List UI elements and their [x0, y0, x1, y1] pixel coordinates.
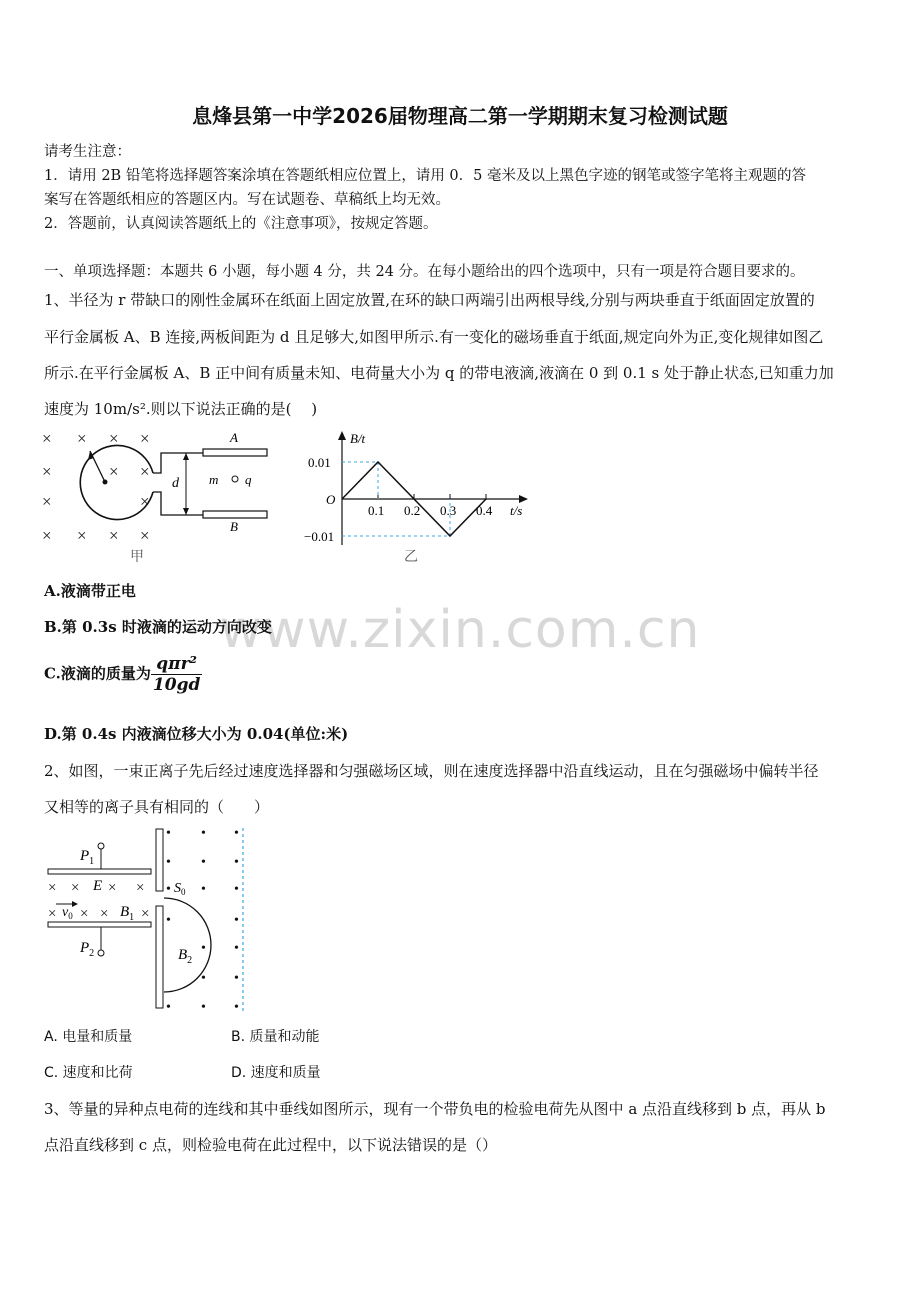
- velocity-arrow-head: [72, 901, 78, 907]
- label-e: E: [93, 878, 103, 894]
- label-q: q: [245, 472, 252, 487]
- field-dot: •: [201, 971, 206, 986]
- section-heading: 一、单项选择题：本题共 6 小题，每小题 4 分，共 24 分。在每小题给出的四个选项中，只有一项是符合题目要求的。: [44, 264, 805, 280]
- cross-mark: ×: [48, 906, 57, 922]
- figure-q2: [38, 824, 258, 1016]
- cross-mark: ×: [42, 462, 52, 481]
- y-tick-label-neg: −0.01: [304, 529, 335, 544]
- q2-option-c: C. 速度和比荷: [44, 1065, 133, 1081]
- field-dot: •: [234, 826, 239, 841]
- cross-mark: ×: [48, 880, 57, 896]
- q1-option-c-prefix: C.液滴的质量为: [44, 664, 151, 683]
- field-dot: •: [166, 882, 171, 897]
- y-axis-label: B/t: [350, 431, 366, 446]
- origin-label: O: [326, 492, 336, 507]
- cross-mark: ×: [140, 526, 150, 545]
- y-axis-arrow: [338, 431, 346, 440]
- x-axis-label: t/s: [510, 503, 523, 518]
- cross-mark: ×: [140, 462, 150, 481]
- cross-mark: ×: [42, 429, 52, 448]
- label-p2: $P_2$: [80, 940, 95, 959]
- wire-bottom: [153, 492, 203, 515]
- cross-mark: ×: [71, 880, 80, 896]
- barrier-lower: [156, 906, 163, 1008]
- label-b2: $B_2$: [178, 947, 193, 966]
- q1-line-4: 速度为 10m/s².则以下说法正确的是( ): [44, 400, 318, 418]
- figure-yi: [300, 425, 540, 570]
- wire-top: [153, 453, 203, 473]
- field-dot: •: [166, 826, 171, 841]
- watermark: www.zixin.com.cn: [219, 600, 701, 660]
- q2-line-1: 2、如图，一束正离子先后经过速度选择器和匀强磁场区域，则在速度选择器中沿直线运动，且在匀强磁场中偏转半径: [44, 762, 819, 780]
- barrier-upper: [156, 829, 163, 891]
- cross-mark: ×: [42, 526, 52, 545]
- y-tick-label-pos: 0.01: [308, 455, 331, 470]
- q1-line-1: 1、半径为 r 带缺口的刚性金属环在纸面上固定放置,在环的缺口两端引出两根导线,分别与两块垂直于纸面固定放置的: [44, 291, 815, 309]
- cross-mark: ×: [108, 880, 117, 896]
- p1-terminal: [98, 843, 104, 849]
- plate-b: [203, 511, 267, 518]
- field-dot: •: [166, 913, 171, 928]
- plate-a: [203, 449, 267, 456]
- fraction-numerator: qπr²: [151, 654, 202, 675]
- field-dot: •: [201, 882, 206, 897]
- page-title: 息烽县第一中学2026届物理高二第一学期期末复习检测试题: [192, 104, 728, 128]
- field-dot: •: [234, 882, 239, 897]
- field-dot: •: [234, 941, 239, 956]
- mass-fraction: [151, 654, 202, 695]
- cross-mark: ×: [42, 492, 52, 511]
- cross-mark: ×: [136, 880, 145, 896]
- fraction-denominator: 10gd: [152, 675, 201, 695]
- q2-option-a: A. 电量和质量: [44, 1029, 133, 1045]
- cross-mark: ×: [109, 462, 119, 481]
- plate-p2: [48, 922, 151, 927]
- q2-option-d: D. 速度和质量: [231, 1065, 321, 1081]
- cross-mark: ×: [141, 906, 150, 922]
- label-d: d: [172, 476, 179, 491]
- q3-line-2: 点沿直线移到 c 点，则检验电荷在此过程中，以下说法错误的是（）: [44, 1136, 497, 1154]
- x-tick-label: 0.3: [440, 503, 457, 518]
- label-m: m: [209, 472, 219, 487]
- cross-mark: ×: [77, 429, 87, 448]
- p2-terminal: [98, 950, 104, 956]
- distance-arrow-bottom: [183, 508, 189, 515]
- label-b1: $B_1$: [120, 904, 135, 923]
- field-dot: •: [166, 1000, 171, 1015]
- cross-mark: ×: [100, 906, 109, 922]
- label-s0: $S_0$: [174, 881, 186, 897]
- cross-mark: ×: [109, 526, 119, 545]
- label-v0: $v_0$: [62, 905, 73, 921]
- distance-arrow-top: [183, 453, 189, 460]
- field-dot: •: [234, 913, 239, 928]
- cross-mark: ×: [77, 526, 87, 545]
- field-dot: •: [234, 855, 239, 870]
- cross-mark: ×: [109, 429, 119, 448]
- q1-line-3: 所示.在平行金属板 A、B 正中间有质量未知、电荷量大小为 q 的带电液滴,液滴在 0 到 0.1 s 处于静止状态,已知重力加: [44, 364, 834, 382]
- field-dot: •: [234, 971, 239, 986]
- cross-mark: ×: [80, 906, 89, 922]
- q2-option-b: B. 质量和动能: [231, 1029, 320, 1045]
- notice-item-1a: 1．请用 2B 铅笔将选择题答案涂填在答题纸相应位置上，请用 0．5 毫米及以上黑色字迹的钢笔或签字笔将主观题的答: [44, 168, 806, 184]
- q1-option-b: B.第 0.3s 时液滴的运动方向改变: [44, 618, 272, 636]
- ring-center: [103, 480, 108, 485]
- x-axis-arrow: [519, 495, 528, 503]
- field-dot: •: [234, 1000, 239, 1015]
- label-b: B: [230, 519, 238, 534]
- q2-line-2: 又相等的离子具有相同的（ ）: [44, 798, 270, 816]
- cross-mark: ×: [140, 429, 150, 448]
- x-tick-label: 0.2: [404, 503, 421, 518]
- q1-option-c: [44, 654, 202, 695]
- q1-option-a: A.液滴带正电: [44, 582, 136, 600]
- field-dot: •: [201, 855, 206, 870]
- droplet: [232, 476, 238, 482]
- caption-yi: 乙: [404, 550, 418, 565]
- plate-p1: [48, 869, 151, 874]
- notice-item-1b: 案写在答题纸相应的答题区内。写在试题卷、草稿纸上均无效。: [44, 192, 450, 208]
- caption-jia: 甲: [130, 550, 144, 565]
- figure-jia: [38, 425, 288, 570]
- q1-line-2: 平行金属板 A、B 连接,两板间距为 d 且足够大,如图甲所示.有一变化的磁场垂直于纸面,规定向外为正,变化规律如图乙: [44, 328, 824, 346]
- x-tick-label: 0.4: [476, 503, 493, 518]
- notice-heading: 请考生注意：: [44, 144, 131, 160]
- q1-option-d: D.第 0.4s 内液滴位移大小为 0.04(单位:米): [44, 725, 349, 743]
- field-dot: •: [166, 855, 171, 870]
- label-a: A: [230, 430, 238, 445]
- field-dot: •: [201, 941, 206, 956]
- label-p1: $P_1$: [80, 848, 95, 867]
- field-dot: •: [201, 826, 206, 841]
- x-tick-label: 0.1: [368, 503, 385, 518]
- notice-item-2: 2．答题前，认真阅读答题纸上的《注意事项》，按规定答题。: [44, 216, 438, 232]
- cross-mark: ×: [140, 492, 150, 511]
- q3-line-1: 3、等量的异种点电荷的连线和其中垂线如图所示，现有一个带负电的检验电荷先从图中 a 点沿直线移到 b 点，再从 b: [44, 1100, 826, 1118]
- field-dot: •: [201, 1000, 206, 1015]
